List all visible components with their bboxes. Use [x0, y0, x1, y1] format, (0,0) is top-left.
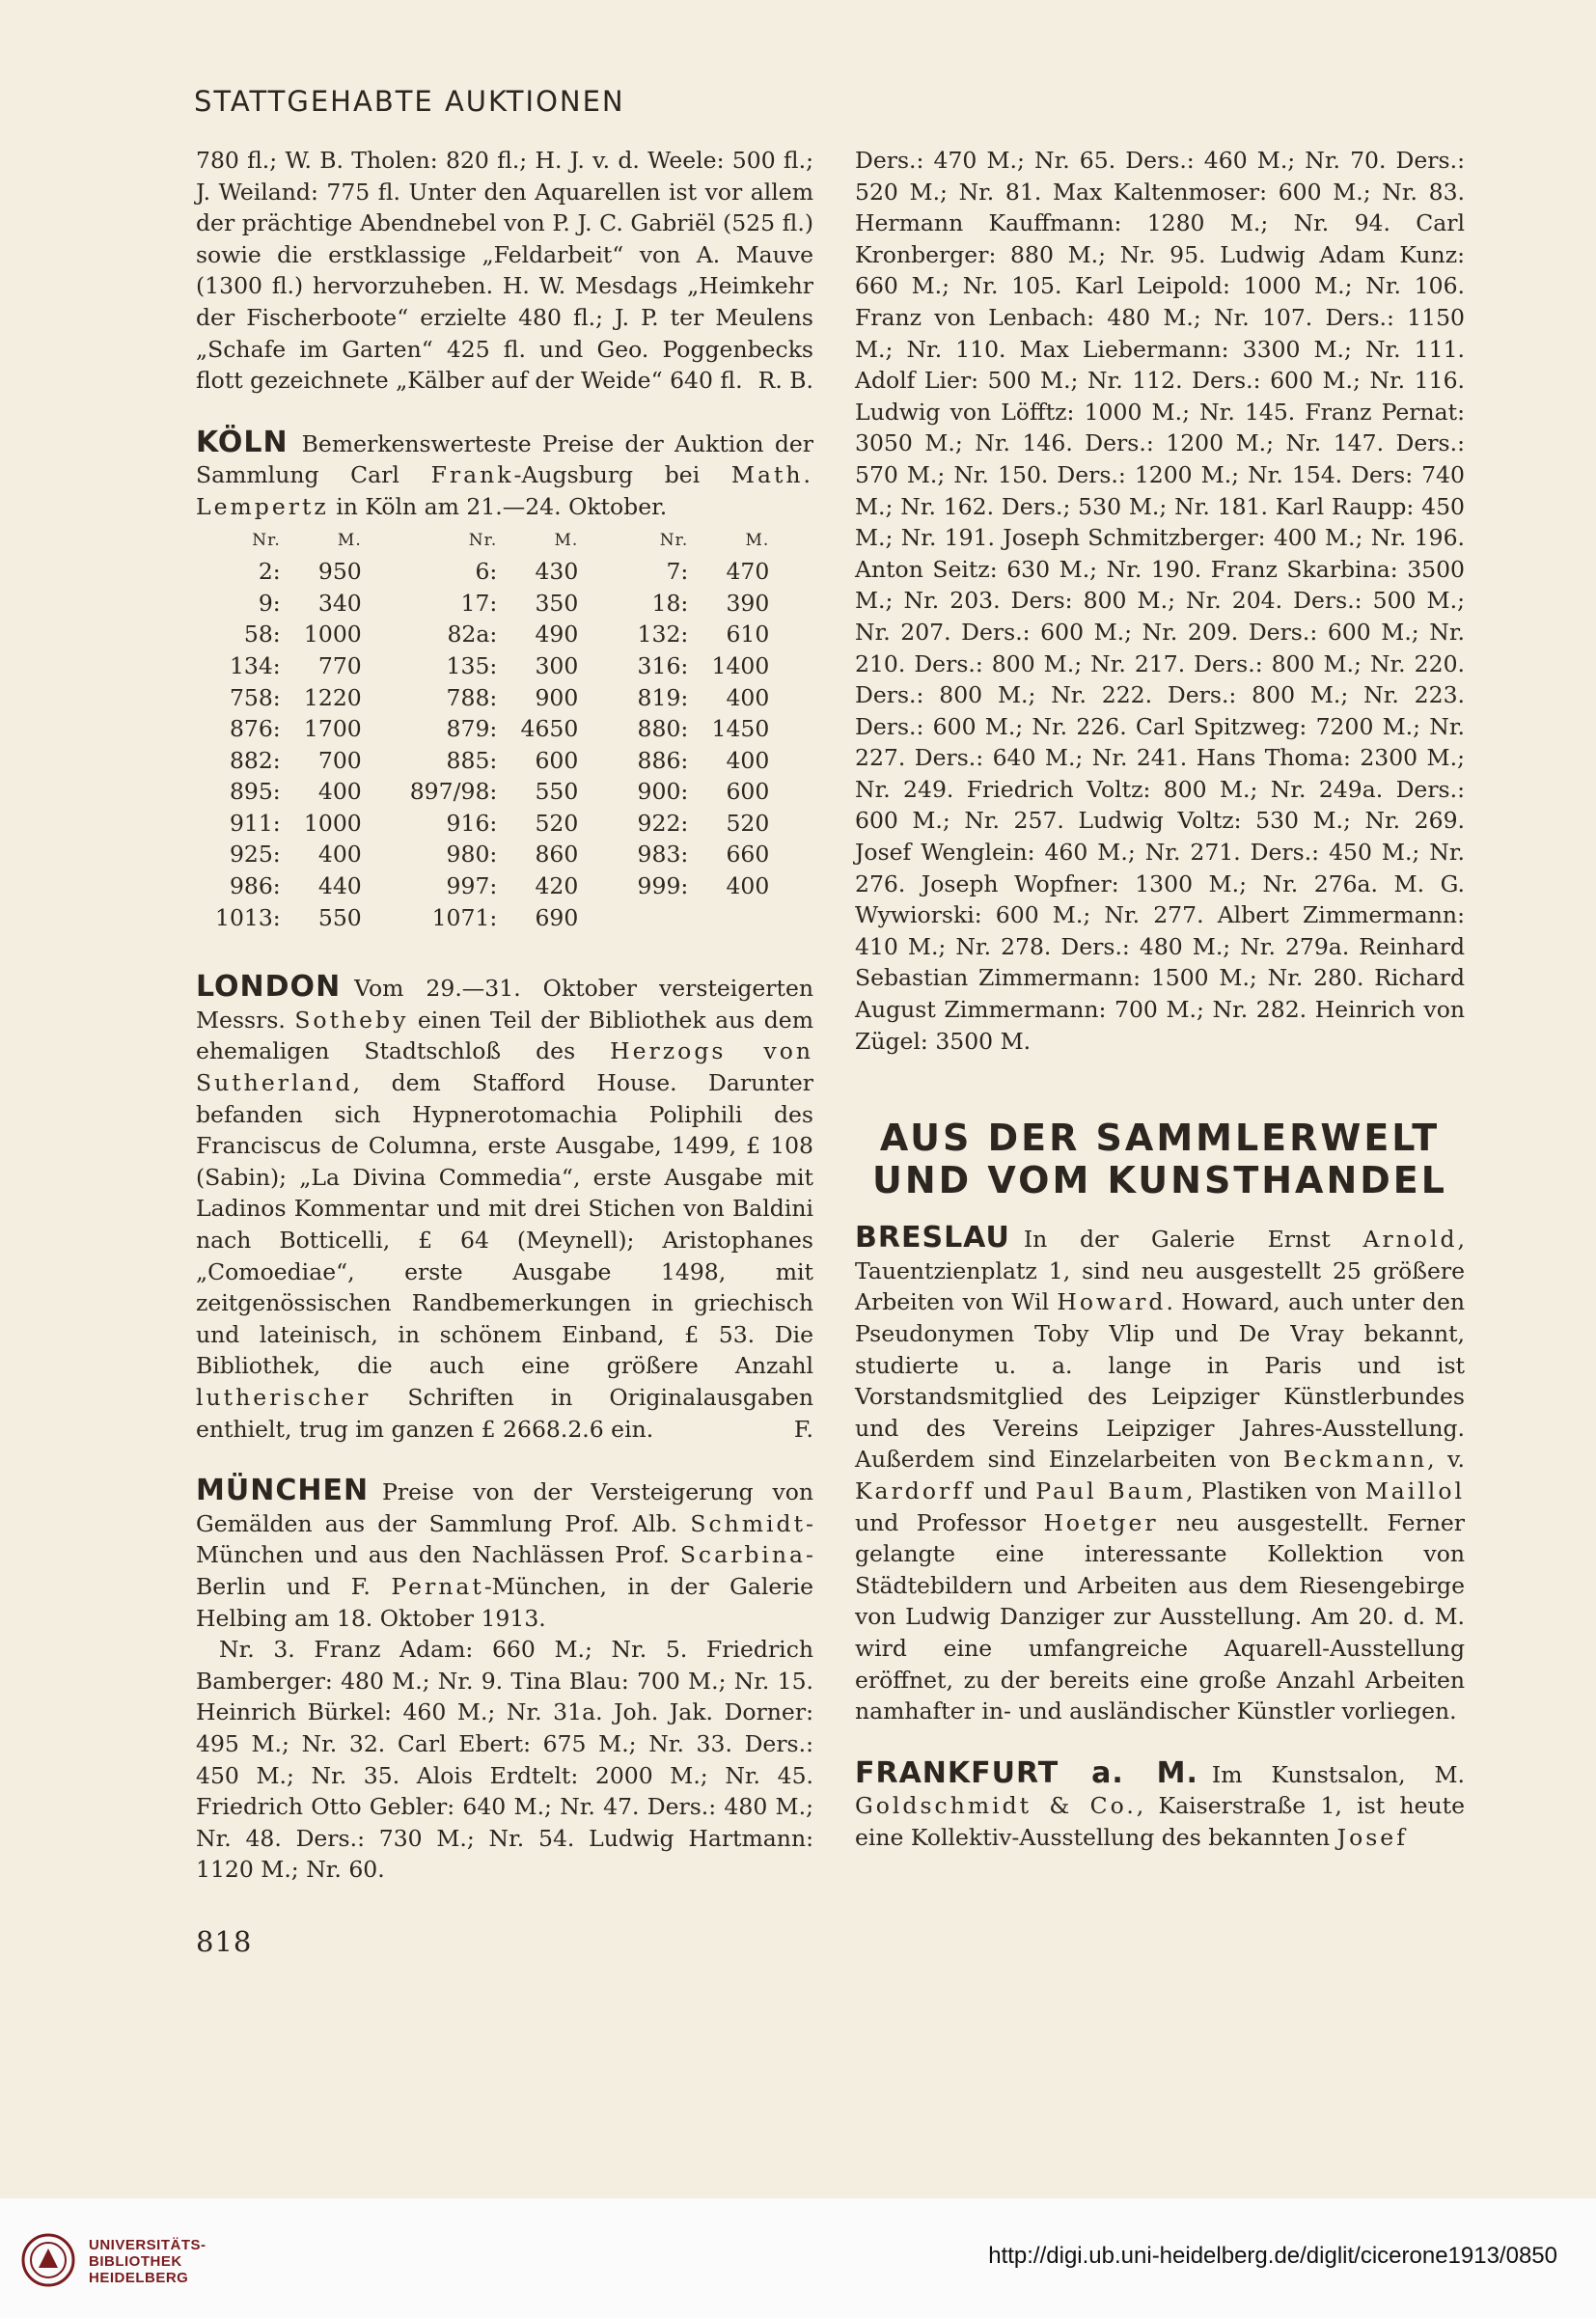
london-name-sotheby: Sotheby — [294, 1006, 409, 1034]
lot-number-cell: 9: — [258, 589, 281, 617]
price-table-row — [215, 839, 769, 870]
breslau-name-maillol: Maillol — [1364, 1476, 1465, 1504]
university-seal-icon — [21, 2233, 75, 2287]
price-table-row — [215, 776, 769, 808]
col-header-m: M. — [337, 530, 362, 550]
muenchen-name-pernat: Pernat — [391, 1572, 484, 1600]
col-header-m: M. — [745, 530, 770, 550]
intro-signature: R. B. — [757, 367, 813, 395]
library-name-line-1: UNIVERSITÄTS- — [89, 2237, 206, 2253]
london-text-a: Vom 29.—31. Oktober versteigerten Messrs. — [196, 975, 813, 1034]
lot-number-cell: 7: — [666, 558, 689, 586]
lot-number-cell: 895: — [229, 778, 281, 806]
muenchen-text-d: -München, in der Galerie Helbing am 18. Oktober 1913. — [196, 1572, 813, 1632]
lot-number-cell: 900: — [637, 778, 689, 806]
price-cell: 400 — [726, 683, 770, 711]
breslau-name-howard: Howard — [1057, 1288, 1167, 1316]
breslau-name-kardorff: Kardorff — [855, 1476, 976, 1504]
lot-number-cell: 999: — [637, 872, 689, 900]
price-table-row — [215, 745, 769, 777]
price-cell: 470 — [726, 558, 770, 586]
lot-number-cell: 58: — [243, 621, 281, 648]
price-cell: 550 — [317, 903, 362, 931]
price-table-row — [215, 588, 769, 620]
koeln-text-c: in Köln am 21.—24. Oktober. — [328, 492, 668, 520]
price-table-row — [215, 556, 769, 588]
muenchen-price-list — [196, 1634, 813, 1886]
lot-number-cell: 886: — [637, 746, 689, 774]
price-cell: 1000 — [303, 809, 362, 837]
price-table-row — [215, 808, 769, 840]
col-header-nr: Nr. — [659, 530, 689, 550]
price-cell: 900 — [535, 683, 579, 711]
right-column — [855, 145, 1465, 1854]
frankfurt-name-goldschmidt: Goldschmidt & Co. — [855, 1792, 1137, 1820]
price-table-row — [215, 619, 769, 650]
section-title-line-1: AUS DER SAMMLERWELT — [879, 1117, 1441, 1160]
muenchen-name-schmidt: Schmidt — [690, 1509, 807, 1537]
lot-number-cell: 980: — [446, 841, 498, 869]
london-paragraph — [196, 972, 813, 1445]
library-name-line-3: HEIDELBERG — [89, 2270, 189, 2286]
section-title — [855, 1117, 1465, 1201]
breslau-name-arnold: Arnold — [1362, 1226, 1458, 1254]
london-text-b: einen Teil der Bibliothek aus dem ehemaligen Stadtschloß des — [196, 1006, 813, 1065]
price-cell: 400 — [317, 841, 362, 869]
london-name-lutherischer: lutherischer — [196, 1383, 371, 1411]
price-cell: 430 — [535, 558, 579, 586]
lot-number-cell: 758: — [229, 683, 281, 711]
price-table-row — [215, 902, 769, 934]
lot-number-cell: 82a: — [447, 621, 498, 648]
price-cell: 860 — [535, 841, 579, 869]
price-cell: 400 — [317, 778, 362, 806]
price-table-row — [215, 682, 769, 714]
lot-number-cell: 897/98: — [409, 778, 498, 806]
price-cell: 400 — [726, 872, 770, 900]
london-text-d: Schriften in Originalausgaben enthielt, trug im ganzen £ 2668.2.6 ein. — [196, 1383, 813, 1443]
lot-number-cell: 819: — [637, 683, 689, 711]
lot-number-cell: 17: — [460, 589, 498, 617]
price-cell: 440 — [317, 872, 362, 900]
lot-number-cell: 911: — [229, 809, 281, 837]
london-text-c: , dem Stafford House. Darunter befanden sich Hypnerotomachia Poliphili des Franciscus de Columna, erste Ausgabe, 1499, £ 108 (Sabin); „La Divina Commedia“, erste Ausgabe mit Ladinos Kommentar und mit drei Stichen von Baldini nach Botticelli, £ 64 (Meynell); Aristophanes „Comoediae“, erste Ausgabe 1498, mit zeitgenössischen Randbemerkungen in griechisch und lateinisch, in schönem Einband, £ 53. Die Bibliothek, die auch eine größere Anzahl — [196, 1069, 813, 1380]
price-cell: 4650 — [520, 715, 579, 743]
price-cell: 600 — [726, 778, 770, 806]
breslau-name-beckmann: Beckmann — [1282, 1446, 1428, 1474]
price-cell: 1220 — [303, 683, 362, 711]
muenchen-name-scarbina: Scarbina — [679, 1541, 807, 1569]
price-cell: 520 — [535, 809, 579, 837]
koeln-price-table — [215, 525, 769, 934]
lot-number-cell: 788: — [446, 683, 498, 711]
price-table-row — [215, 870, 769, 902]
lot-number-cell: 1013: — [215, 903, 281, 931]
price-cell: 690 — [535, 903, 579, 931]
frankfurt-heading: FRANKFURT a. M. — [855, 1755, 1198, 1790]
price-cell: 610 — [726, 621, 770, 648]
price-table-header — [215, 525, 769, 557]
muenchen-text-b: -München und aus den Nachlässen Prof. — [196, 1509, 813, 1569]
breslau-text-h: neu ausgestellt. Ferner gelangte eine interessante Kollektion von Städtebildern und Arbeiten aus dem Riesengebirge von Ludwig Danziger zur Ausstellung. Am 20. d. M. wird eine umfangreiche Aquarell-Ausstellung eröffnet, zu der bereits eine große Anzahl Arbeiten namhafter in- und ausländischer Künstler vorliegen. — [855, 1508, 1465, 1725]
lot-number-cell: 922: — [637, 809, 689, 837]
frankfurt-name-josef: Josef — [1336, 1823, 1408, 1851]
price-cell: 1000 — [303, 621, 362, 648]
price-table-row — [215, 713, 769, 745]
frankfurt-text-a: Im Kunstsalon, M. — [1211, 1760, 1465, 1788]
koeln-text-a: Bemerkenswerteste Preise der Auktion der Sammlung Carl — [196, 429, 813, 489]
lot-number-cell: 916: — [446, 809, 498, 837]
lot-number-cell: 6: — [475, 558, 498, 586]
price-cell: 1400 — [711, 651, 770, 679]
price-cell: 950 — [317, 558, 362, 586]
lot-number-cell: 997: — [446, 872, 498, 900]
lot-number-cell: 925: — [229, 841, 281, 869]
lot-number-cell: 135: — [446, 651, 498, 679]
lot-number-cell: 885: — [446, 746, 498, 774]
lot-number-cell: 1071: — [431, 903, 498, 931]
section-title-line-2: UND VOM KUNSTHANDEL — [872, 1159, 1447, 1202]
price-cell: 520 — [726, 809, 770, 837]
left-column — [196, 145, 813, 1886]
muenchen-heading: MÜNCHEN — [196, 1474, 370, 1508]
price-cell: 770 — [317, 651, 362, 679]
price-cell: 550 — [535, 778, 579, 806]
breslau-paragraph — [855, 1223, 1465, 1727]
breslau-text-a: In der Galerie Ernst — [1023, 1226, 1363, 1254]
price-cell: 600 — [535, 746, 579, 774]
lot-number-cell: 983: — [637, 841, 689, 869]
continuation-text: Ders.: 470 M.; Nr. 65. Ders.: 460 M.; Nr. 70. Ders.: 520 M.; Nr. 81. Max Kaltenmoser: 600 M.; Nr. 83. Hermann Kauffmann: 1280 M.; Nr. 94. Carl Kronberger: 880 M.; Nr. 95. Ludwig Adam Kunz: 660 M.; Nr. 105. Karl Leipold: 1000 M.; Nr. 106. Franz von Lenbach: 480 M.; Nr. 107. Ders.: 1150 M.; Nr. 110. Max Liebermann: 3300 M.; Nr. 111. Adolf Lier: 500 M.; Nr. 112. Ders.: 600 M.; Nr. 116. Ludwig von Löfftz: 1000 M.; Nr. 145. Franz Pernat: 3050 M.; Nr. 146. Ders.: 1200 M.; Nr. 147. Ders.: 570 M.; Nr. 150. Ders.: 1200 M.; Nr. 154. Ders: 740 M.; Nr. 162. Ders.; 530 M.; Nr. 181. Karl Raupp: 450 M.; Nr. 191. Joseph Schmitzberger: 400 M.; Nr. 196. Anton Seitz: 630 M.; Nr. 190. Franz Skarbina: 3500 M.; Nr. 203. Ders: 800 M.; Nr. 204. Ders.: 500 M.; Nr. 207. Ders.: 600 M.; Nr. 209. Ders.: 600 M.; Nr. 210. Ders.: 800 M.; Nr. 217. Ders.: 800 M.; Nr. 220. Ders.: 800 M.; Nr. 222. Ders.: 800 M.; Nr. 223. Ders.: 600 M.; Nr. 226. Carl Spitzweg: 7200 M.; Nr. 227. Ders.: 640 M.; Nr. 241. Hans Thoma: 2300 M.; Nr. 249. Friedrich Voltz: 800 M.; Nr. 249a. Ders.: 600 M.; Nr. 257. Ludwig Voltz: 530 M.; Nr. 269. Josef Wenglein: 460 M.; Nr. 271. Ders.: 450 M.; Nr. 276. Joseph Wopfner: 1300 M.; Nr. 276a. M. G. Wywiorski: 600 M.; Nr. 277. Albert Zimmermann: 410 M.; Nr. 278. Ders.: 480 M.; Nr. 279a. Reinhard Sebastian Zimmermann: 1500 M.; Nr. 280. Richard August Zimmermann: 700 M.; Nr. 282. Heinrich von Zügel: 3500 M. — [855, 147, 1465, 1055]
price-cell: 490 — [535, 621, 579, 648]
muenchen-text-a: Preise von der Versteigerung von Gemälden aus der Sammlung Prof. Alb. — [196, 1478, 813, 1537]
price-cell — [688, 902, 769, 934]
footer-bar — [0, 2198, 1596, 2318]
koeln-paragraph — [196, 425, 814, 523]
lot-number-cell: 880: — [637, 715, 689, 743]
breslau-text-g: und Professor — [855, 1508, 1044, 1536]
breslau-text-f: , Plastiken von — [1186, 1476, 1365, 1504]
col-header-nr: Nr. — [468, 530, 498, 550]
price-cell: 350 — [535, 589, 579, 617]
london-signature: F. — [793, 1415, 813, 1443]
page-number: 818 — [196, 1925, 253, 1958]
lot-number-cell: 986: — [229, 872, 281, 900]
lot-number-cell — [626, 902, 688, 934]
price-cell: 390 — [726, 589, 770, 617]
koeln-heading: KÖLN — [196, 425, 289, 459]
lot-number-cell: 876: — [229, 715, 281, 743]
frankfurt-paragraph — [855, 1755, 1465, 1854]
source-url-link[interactable]: http://digi.ub.uni-heidelberg.de/diglit/cicerone1913/0850 — [988, 2243, 1557, 2269]
muenchen-list-text: Nr. 3. Franz Adam: 660 M.; Nr. 5. Friedrich Bamberger: 480 M.; Nr. 9. Tina Blau: 700 M.; Nr. 15. Heinrich Bürkel: 460 M.; Nr. 31a. Joh. Jak. Dorner: 495 M.; Nr. 32. Carl Ebert: 675 M.; Nr. 33. Ders.: 450 M.; Nr. 35. Alois Erdtelt: 2000 M.; Nr. 45. Friedrich Otto Gebler: 640 M.; Nr. 47. Ders.: 480 M.; Nr. 48. Ders.: 730 M.; Nr. 54. Ludwig Hartmann: 1120 M.; Nr. 60. — [196, 1636, 813, 1884]
price-table-row — [215, 650, 769, 682]
price-cell: 420 — [535, 872, 579, 900]
price-cell: 660 — [726, 841, 770, 869]
intro-text: 780 fl.; W. B. Tholen: 820 fl.; H. J. v. d. Weele: 500 fl.; J. Weiland: 775 fl. Unter den Aquarellen ist vor allem der prächtige Abendnebel von P. J. C. Gabriël (525 fl.) sowie die erstklassige „Feldarbeit“ von A. Mauve (1300 fl.) hervorzuheben. H. W. Mesdags „Heimkehr der Fischerboote“ erzielte 480 fl.; J. P. ter Meulens „Schafe im Garten“ 425 fl. und Geo. Poggenbecks flott gezeichnete „Kälber auf der Weide“ 640 fl. — [196, 147, 813, 395]
breslau-heading: BRESLAU — [855, 1221, 1010, 1256]
muenchen-paragraph — [196, 1476, 813, 1634]
running-header: STATTGEHABTE AUKTIONEN — [194, 85, 625, 118]
lot-number-cell: 316: — [637, 651, 689, 679]
lot-number-cell: 882: — [229, 746, 281, 774]
lot-number-cell: 18: — [651, 589, 689, 617]
library-name — [89, 2237, 206, 2286]
price-cell: 300 — [535, 651, 579, 679]
price-cell: 700 — [317, 746, 362, 774]
breslau-name-baum: Paul Baum — [1035, 1476, 1187, 1504]
library-name-line-2: BIBLIOTHEK — [89, 2253, 182, 2270]
lot-number-cell: 2: — [258, 558, 281, 586]
breslau-text-e: und — [975, 1476, 1036, 1504]
koeln-name-lempertz: Math. Lempertz — [196, 461, 814, 520]
intro-paragraph — [196, 145, 813, 397]
koeln-text-b: -Augsburg bei — [513, 461, 731, 489]
lot-number-cell: 132: — [637, 621, 689, 648]
lot-number-cell: 134: — [229, 651, 281, 679]
koeln-name-frank: Frank — [430, 461, 514, 489]
col-header-nr: Nr. — [252, 530, 281, 550]
frankfurt-text-b: , Kaiserstraße 1, ist heute eine Kollektiv-Ausstellung des bekannten — [855, 1792, 1465, 1851]
breslau-text-d: , v. — [1427, 1446, 1465, 1474]
london-name-sutherland: Herzogs von Sutherland — [196, 1037, 813, 1097]
breslau-name-hoetger: Hoetger — [1043, 1508, 1159, 1536]
muenchen-continuation — [855, 145, 1465, 1057]
price-cell: 340 — [317, 589, 362, 617]
price-cell: 400 — [726, 746, 770, 774]
col-header-m: M. — [554, 530, 579, 550]
price-cell: 1700 — [303, 715, 362, 743]
price-cell: 1450 — [711, 715, 770, 743]
london-heading: LONDON — [196, 970, 342, 1005]
breslau-text-c: . Howard, auch unter den Pseudonymen Toby Vlip und De Vray bekannt, studierte u. a. lange in Paris und ist Vorstandsmitglied des Leipziger Künstlerbundes und des Vereins Leipziger Jahres-Ausstellung. Außerdem sind Einzelarbeiten von — [855, 1288, 1465, 1474]
lot-number-cell: 879: — [446, 715, 498, 743]
muenchen-text-c: -Berlin und F. — [196, 1541, 813, 1600]
breslau-text-b: , Tauentzienplatz 1, sind neu ausgestellt 25 größere Arbeiten von Wil — [855, 1226, 1465, 1316]
